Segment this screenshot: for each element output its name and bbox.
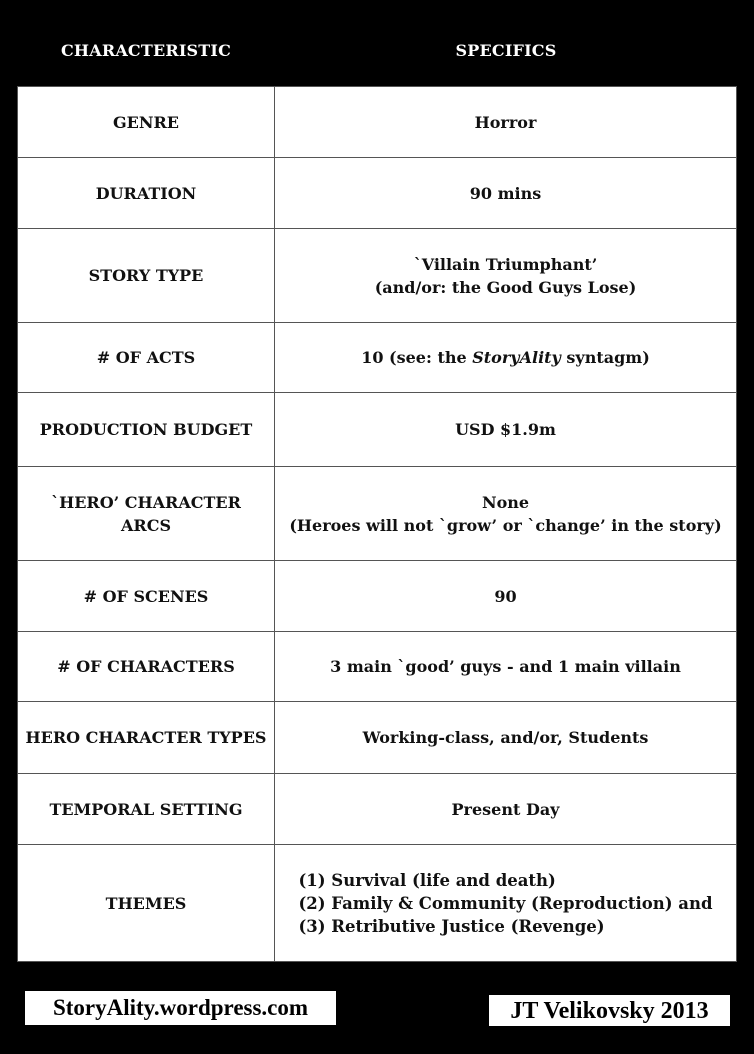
row-label-hero-arcs: `HERO’ CHARACTER ARCS [18, 467, 275, 561]
site-url-badge: StoryAlity.wordpress.com [25, 991, 336, 1025]
row-value-budget: USD $1.9m [275, 393, 737, 467]
story-type-line2: (and/or: the Good Guys Lose) [374, 277, 637, 297]
acts-text-post: syntagm) [560, 348, 650, 367]
row-label-acts: # OF ACTS [18, 323, 275, 393]
story-type-line1: `Villain Triumphant’ [413, 254, 598, 274]
table-row [18, 323, 737, 393]
row-value-hero-types: Working-class, and/or, Students [275, 702, 737, 774]
row-value-themes [275, 845, 737, 962]
header-specifics: SPECIFICS [455, 41, 557, 60]
theme-item: (2) Family & Community (Reproduction) and [298, 893, 713, 913]
header-characteristic: CHARACTERISTIC [60, 41, 232, 60]
row-value-duration: 90 mins [275, 158, 737, 229]
table-row [18, 845, 737, 962]
hero-arcs-line2: (Heroes will not `grow’ or `change’ in the story) [289, 515, 722, 535]
themes-list [298, 869, 712, 938]
row-label-scenes: # OF SCENES [18, 561, 275, 632]
table-row [18, 229, 737, 323]
table-row [18, 158, 737, 229]
specs-table [17, 86, 737, 962]
table-row [18, 702, 737, 774]
row-label-genre: GENRE [18, 87, 275, 158]
table-row [18, 87, 737, 158]
row-label-temporal-setting: TEMPORAL SETTING [18, 774, 275, 845]
table-row [18, 393, 737, 467]
row-value-genre: Horror [275, 87, 737, 158]
table-row [18, 561, 737, 632]
table-row [18, 774, 737, 845]
author-badge: JT Velikovsky 2013 [489, 995, 730, 1026]
row-label-story-type: STORY TYPE [18, 229, 275, 323]
row-label-budget: PRODUCTION BUDGET [18, 393, 275, 467]
row-label-themes: THEMES [18, 845, 275, 962]
row-value-story-type [275, 229, 737, 323]
row-label-duration: DURATION [18, 158, 275, 229]
row-value-acts [275, 323, 737, 393]
row-value-scenes: 90 [275, 561, 737, 632]
acts-text-italic: StoryAlity [472, 348, 561, 367]
row-value-characters: 3 main `good’ guys - and 1 main villain [275, 632, 737, 702]
row-label-characters: # OF CHARACTERS [18, 632, 275, 702]
hero-arcs-line1: None [481, 492, 530, 512]
theme-item: (3) Retributive Justice (Revenge) [298, 916, 605, 936]
acts-text-pre: 10 (see: the [361, 348, 473, 367]
row-label-hero-types: HERO CHARACTER TYPES [18, 702, 275, 774]
table-row [18, 467, 737, 561]
row-value-hero-arcs [275, 467, 737, 561]
row-value-temporal-setting: Present Day [275, 774, 737, 845]
table-row [18, 632, 737, 702]
theme-item: (1) Survival (life and death) [298, 870, 556, 890]
